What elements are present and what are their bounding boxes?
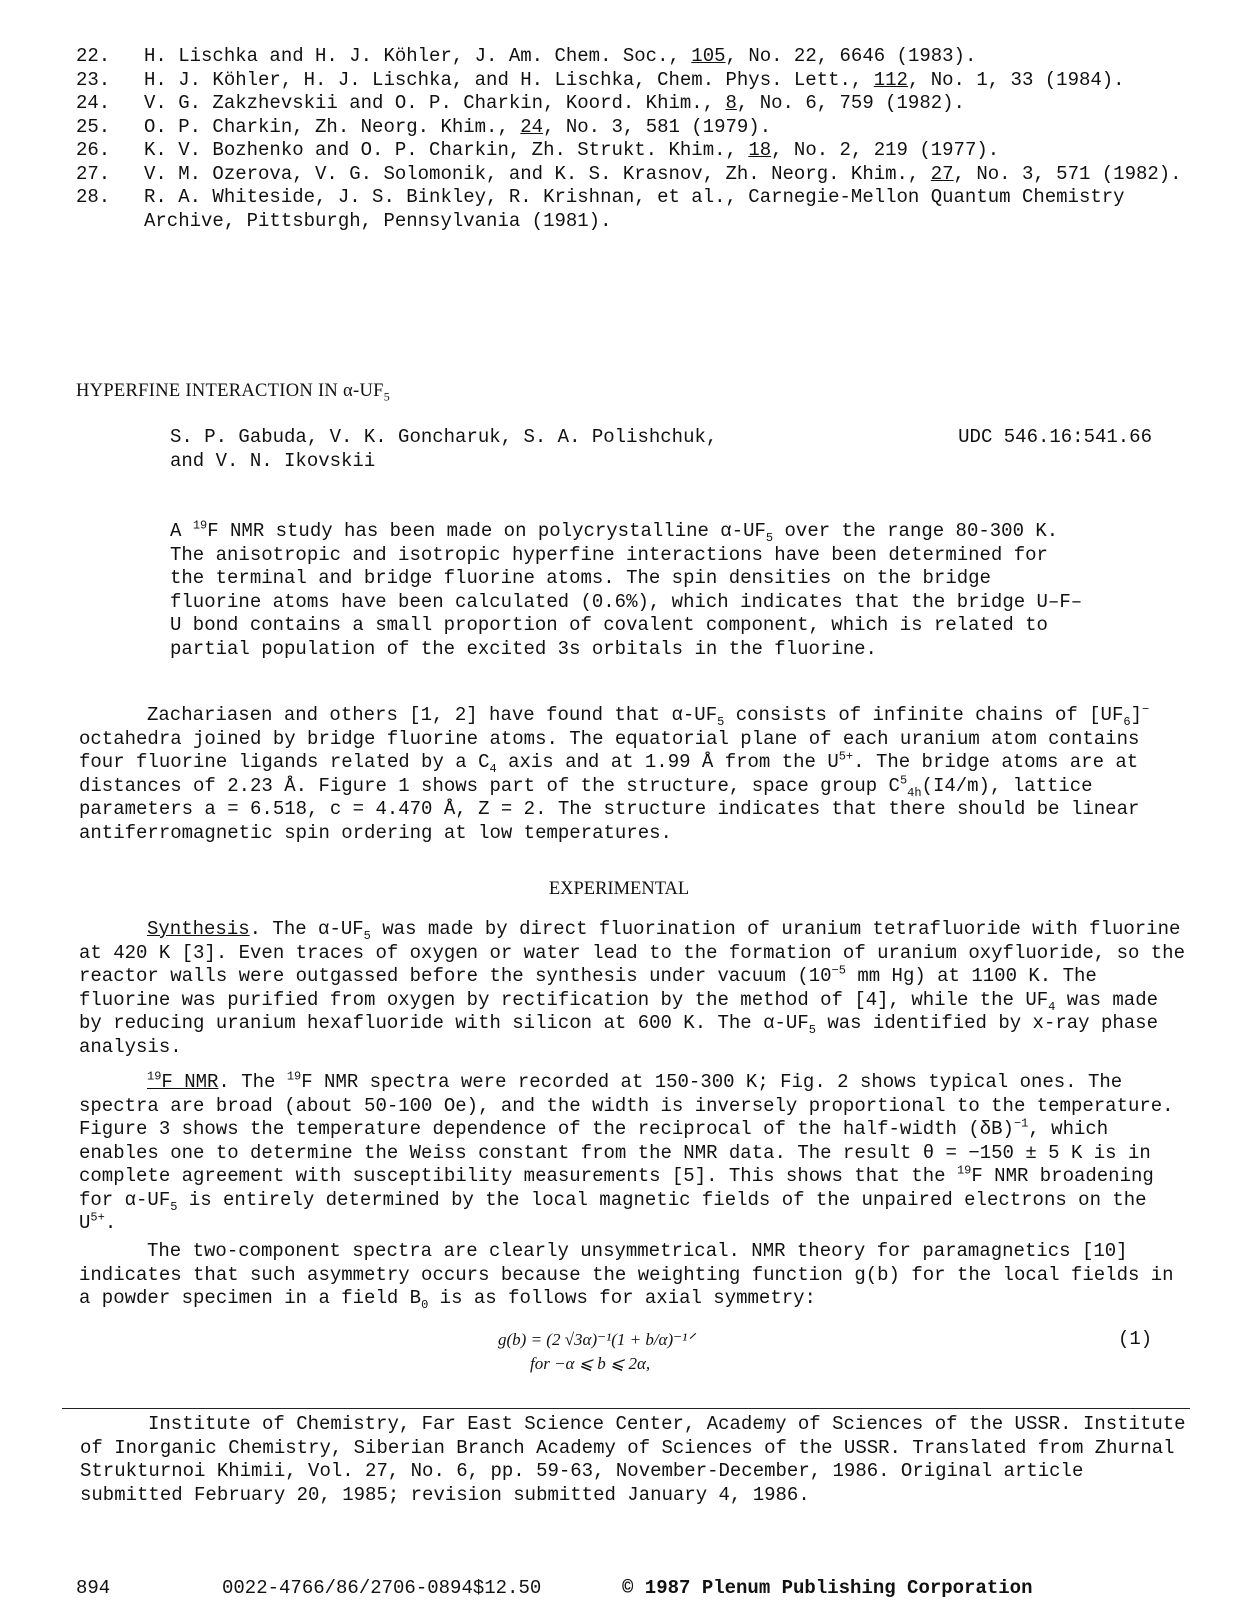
reference-text: H. Lischka and H. J. Köhler, J. Am. Chem. Soc., 105, No. 22, 6646 (1983). — [144, 45, 977, 67]
intro-paragraph: Zachariasen and others [1, 2] have found that $\alpha-UF_5$ consists of infinite chains of $[UF_6]^-$ octahedra joined by bridge fluorine atoms. The equatorial plane of each uranium atom contains four fluorine ligands related by a $C_4$ axis and at 1.99 Å from the $U^{5+}$. The bridge atoms are at distances of 2.23 Å. Figure 1 shows part of the structure, space group $C^5_{4h}(I4/m)$, lattice parameters a = 6.518, c = 4.470 Å, Z = 2. The structure indicates that there should be linear antiferromagnetic spin ordering at low temperatures. — [79, 702, 1150, 844]
reference-text: K. V. Bozhenko and O. P. Charkin, Zh. Strukt. Khim., 18, No. 2, 219 (1977). — [144, 139, 1000, 161]
authors-line: S. P. Gabuda, V. K. Goncharuk, S. A. Polishchuk, — [170, 426, 718, 448]
udc-code: UDC 546.16:541.66 — [958, 426, 1152, 448]
synthesis-label: Synthesis — [147, 918, 250, 940]
nmr-label: $^{19}$F NMR — [147, 1069, 219, 1093]
reference-number: 23. — [76, 68, 111, 91]
equation-condition: for −α ⩽ b ⩽ 2α, — [530, 1354, 651, 1373]
reference-text: V. G. Zakzhevskii and O. P. Charkin, Koord. Khim., 8, No. 6, 759 (1982). — [144, 92, 965, 114]
reference-list — [76, 45, 1186, 233]
reference-item — [76, 116, 1186, 140]
article-code: 0022-4766/86/2706-0894$12.50 — [222, 1577, 542, 1599]
article-title: HYPERFINE INTERACTION IN $\alpha-UF_5$ — [76, 381, 391, 404]
reference-item — [76, 45, 1186, 69]
two-component-paragraph: The two-component spectra are clearly unsymmetrical. NMR theory for paramagnetics [10] indicates that such asymmetry occurs because the weighting function g(b) for the local fields in a powder specimen in a field $B_0$ is as follows for axial symmetry: — [79, 1240, 1174, 1312]
page-number: 894 — [76, 1577, 111, 1599]
reference-number: 26. — [76, 139, 111, 161]
reference-item — [76, 163, 1186, 187]
reference-text: R. A. Whiteside, J. S. Binkley, R. Krishnan, et al., Carnegie-Mellon Quantum Chemistry Archive, Pittsburgh, Pennsylvania (1981). — [144, 186, 1125, 232]
authors-line: and V. N. Ikovskii — [170, 449, 376, 472]
footnote-rule — [62, 1408, 1190, 1409]
abstract: A $^{19}$F NMR study has been made on polycrystalline $\alpha-UF_5$ over the range 80-300 K. The anisotropic and isotropic hyperfine interactions have been determined for the terminal and bridge fluorine atoms. The spin densities on the bridge fluorine atoms have been calculated (0.6%), which indicates that the bridge U–F–U bond contains a small proportion of covalent component, which is related to partial population of the excited 3s orbitals in the fluorine. — [170, 518, 1083, 660]
reference-number: 27. — [76, 162, 111, 185]
copyright: © 1987 Plenum Publishing Corporation — [622, 1577, 1033, 1599]
equation-number: (1) — [1118, 1328, 1153, 1350]
reference-number: 22. — [76, 45, 111, 67]
reference-item — [76, 139, 1186, 163]
equation-formula: g(b) = (2 √3α)⁻¹(1 + b/α)⁻¹ᐟ — [498, 1330, 695, 1349]
reference-item — [76, 69, 1186, 93]
synthesis-paragraph: Synthesis. The $\alpha-UF_5$ was made by direct fluorination of uranium tetrafluoride with fluorine at 420 K [3]. Even traces of oxygen or water lead to the formation of uranium oxyfluoride, so the reactor walls were outgassed before the synthesis under vacuum ($10^{-5}$ mm Hg) at 1100 K. The fluorine was purified from oxygen by rectification by the method of [4], while the $UF_4$ was made by reducing uranium hexafluoride with silicon at 600 K. The $\alpha-UF_5$ was identified by x-ray phase analysis. — [79, 918, 1185, 1058]
footnote: Institute of Chemistry, Far East Science Center, Academy of Sciences of the USSR. Institute of Inorganic Chemistry, Siberian Branch Academy of Sciences of the USSR. Translated from Zhurnal Strukturnoi Khimii, Vol. 27, No. 6, pp. 59-63, November-December, 1986. Original article submitted February 20, 1985; revision submitted January 4, 1986. — [80, 1413, 1186, 1506]
reference-text: V. M. Ozerova, V. G. Solomonik, and K. S. Krasnov, Zh. Neorg. Khim., 27, No. 3, 571 (1982). — [144, 162, 1182, 185]
section-heading: EXPERIMENTAL — [548, 879, 690, 899]
reference-number: 28. — [76, 186, 111, 208]
reference-text: H. J. Köhler, H. J. Lischka, and H. Lischka, Chem. Phys. Lett., 112, No. 1, 33 (1984). — [144, 68, 1125, 91]
reference-text: O. P. Charkin, Zh. Neorg. Khim., 24, No. 3, 581 (1979). — [144, 115, 772, 138]
reference-number: 24. — [76, 92, 111, 114]
reference-item — [76, 186, 1186, 233]
nmr-paragraph: $^{19}$F NMR. The $^{19}$F NMR spectra were recorded at 150-300 K; Fig. 2 shows typical ones. The spectra are broad (about 50-100 Oe), and the width is inversely proportional to the temperature. Figure 3 shows the temperature dependence of the reciprocal of the half-width $(\delta B)^{-1}$, which enables one to determine the Weiss constant from the NMR data. The result θ = −150 ± 5 K is in complete agreement with susceptibility measurements [5]. This shows that the $^{19}$F NMR broadening for $\alpha-UF_5$ is entirely determined by the local magnetic fields of the unpaired electrons on the $U^{5+}$. — [79, 1069, 1174, 1234]
reference-number: 25. — [76, 115, 111, 138]
reference-item — [76, 92, 1186, 116]
